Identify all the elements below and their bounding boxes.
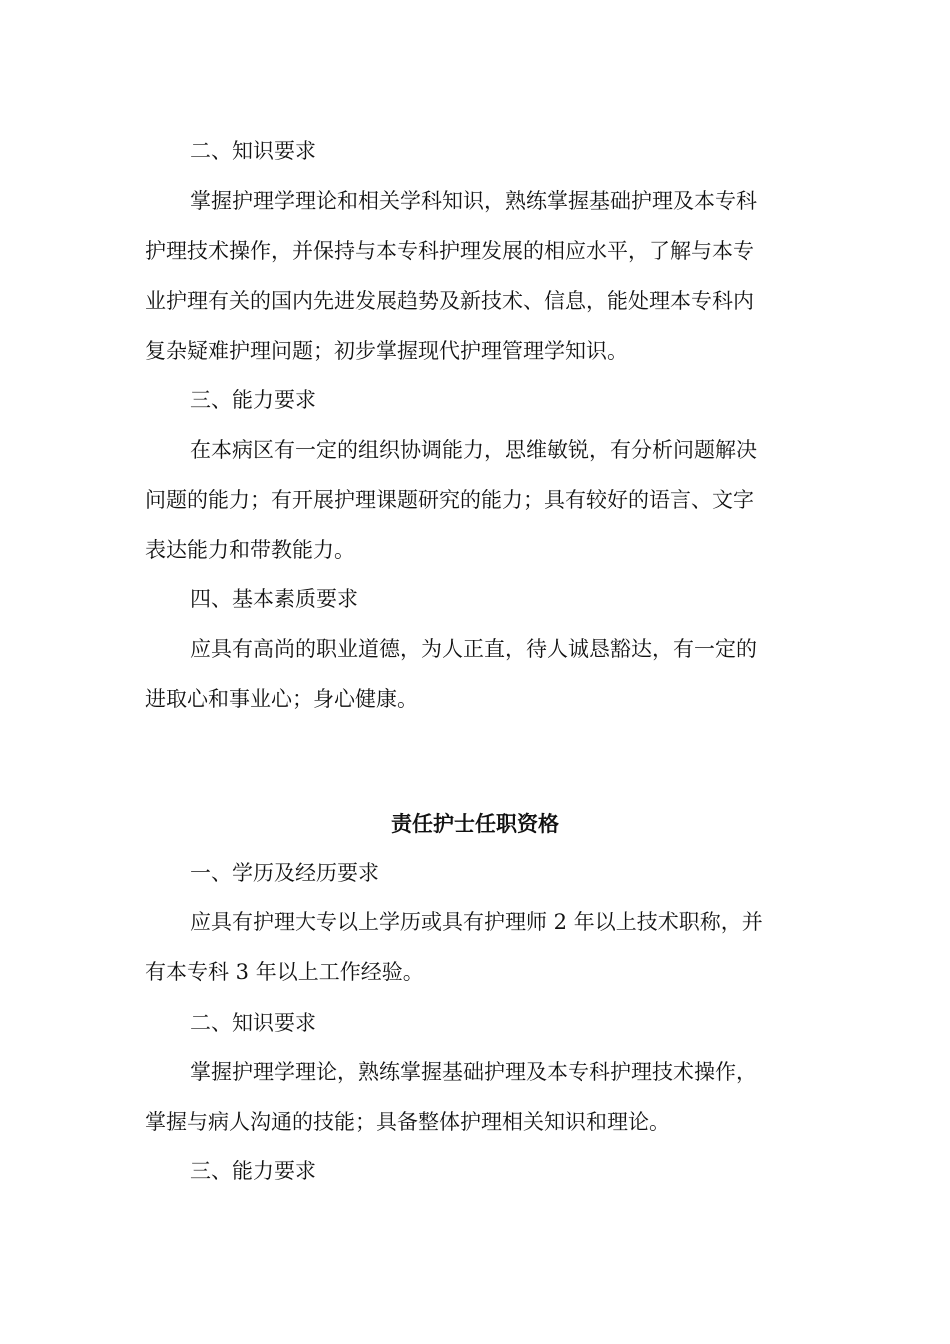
paragraph-line: 掌握护理学理论，熟练掌握基础护理及本专科护理技术操作，: [190, 1060, 757, 1084]
ability-heading: 三、能力要求: [190, 1159, 316, 1183]
paragraph-line: 掌握护理学理论和相关学科知识，熟练掌握基础护理及本专科: [190, 189, 757, 213]
section-title: 责任护士任职资格: [391, 812, 559, 836]
paragraph-line: 进取心和事业心；身心健康。: [145, 687, 418, 711]
paragraph-line: 护理技术操作，并保持与本专科护理发展的相应水平，了解与本专: [145, 239, 754, 263]
quality-heading: 四、基本素质要求: [190, 587, 358, 611]
paragraph-line: 问题的能力；有开展护理课题研究的能力；具有较好的语言、文字: [145, 488, 754, 512]
education-heading: 一、学历及经历要求: [190, 861, 379, 885]
paragraph-line: 业护理有关的国内先进发展趋势及新技术、信息，能处理本专科内: [145, 289, 754, 313]
ability-heading: 三、能力要求: [190, 388, 316, 412]
knowledge-heading: 二、知识要求: [190, 139, 316, 163]
paragraph-line: 复杂疑难护理问题；初步掌握现代护理管理学知识。: [145, 339, 628, 363]
paragraph-line: 应具有高尚的职业道德，为人正直，待人诚恳豁达，有一定的: [190, 637, 757, 661]
paragraph-line: 在本病区有一定的组织协调能力，思维敏锐，有分析问题解决: [190, 438, 757, 462]
paragraph-line: 应具有护理大专以上学历或具有护理师 2 年以上技术职称，并: [190, 910, 763, 934]
paragraph-line: 有本专科 3 年以上工作经验。: [145, 960, 424, 984]
paragraph-line: 掌握与病人沟通的技能；具备整体护理相关知识和理论。: [145, 1110, 670, 1134]
knowledge-heading: 二、知识要求: [190, 1011, 316, 1035]
paragraph-line: 表达能力和带教能力。: [145, 538, 355, 562]
